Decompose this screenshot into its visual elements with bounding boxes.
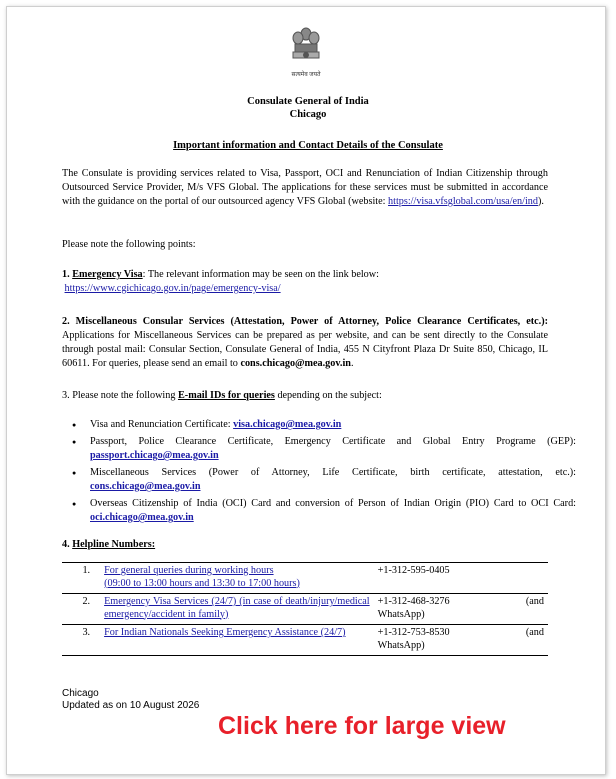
helpline-desc-link[interactable]: Emergency Visa Services (24/7) (in case of death/injury/medical emergency/accident in family): [104, 596, 370, 620]
table-row: 1. For general queries during working hours (09:00 to 13:00 hours and 13:30 to 17:00 hours) +1-312-595-0405: [62, 563, 548, 594]
oci-email-link[interactable]: oci.chicago@mea.gov.in: [90, 512, 194, 523]
list-item: ● Overseas Citizenship of India (OCI) Card and conversion of Person of Indian Origin (PIO) Card to OCI Card: oci.chicago@mea.gov.in: [90, 497, 576, 525]
points-intro: Please note the following points:: [62, 239, 196, 250]
vfs-link[interactable]: https://visa.vfsglobal.com/usa/en/ind: [388, 196, 538, 207]
footer-city: Chicago: [62, 688, 99, 699]
cons-email-link[interactable]: cons.chicago@mea.gov.in: [90, 481, 201, 492]
cons-email: cons.chicago@mea.gov.in: [240, 358, 351, 369]
passport-email-link[interactable]: passport.chicago@mea.gov.in: [90, 450, 219, 461]
point-2: 2. Miscellaneous Consular Services (Attestation, Power of Attorney, Police Clearance Certificates, etc.): Applications for Miscellaneous Services can be prepared as per website, and can be sent directly to the Consulate through postal mail: Consular Section, Consulate General of India, 455 N Cityfront Plaza Dr Suite 850, Chicago, IL 60611. For queries, please send an email to cons.chicago@mea.gov.in.: [62, 316, 548, 369]
point-3: 3. Please note the following E-mail IDs for queries depending on the subject:: [62, 390, 382, 401]
intro-paragraph: The Consulate is providing services related to Visa, Passport, OCI and Renunciation of Indian Citizenship through Outsourced Service Provider, M/s VFS Global. The applications for these services must be submitted in accordance with the guidance on the portal of our outsourced agency VFS Global (website: https://visa.vfsglobal.com/usa/en/ind).: [62, 168, 548, 207]
helpline-phone: +1-312-753-8530 WhatsApp): [374, 625, 500, 656]
consulate-city: Chicago: [289, 109, 327, 120]
helpline-phone: +1-312-468-3276 WhatsApp): [374, 594, 500, 625]
helpline-phone: +1-312-595-0405: [374, 563, 500, 594]
helpline-table: [62, 562, 548, 656]
emblem-motto: सत्यमेव जयते: [291, 72, 321, 78]
document-title: Important information and Contact Details of the Consulate: [173, 140, 443, 151]
email-list: [62, 418, 576, 528]
footer-updated: Updated as on 10 August 2026: [62, 700, 200, 711]
helpline-heading: 4. Helpline Numbers:: [62, 539, 156, 550]
list-item: ● Passport, Police Clearance Certificate, Emergency Certificate and Global Entry Programe (GEP): passport.chicago@mea.gov.in: [90, 435, 576, 463]
point-1: 1. Emergency Visa: The relevant information may be seen on the link below: https://www.cgichicago.gov.in/page/emergency-visa/: [62, 269, 379, 294]
helpline-desc-link[interactable]: For general queries during working hours: [104, 565, 274, 576]
visa-email-link[interactable]: visa.chicago@mea.gov.in: [233, 419, 342, 430]
table-row: 2. Emergency Visa Services (24/7) (in case of death/injury/medical emergency/accident in family) +1-312-468-3276 WhatsApp) (and: [62, 594, 548, 625]
emergency-visa-heading: Emergency Visa: [72, 269, 143, 280]
table-row: 3. For Indian Nationals Seeking Emergency Assistance (24/7) +1-312-753-8530 WhatsApp) (and: [62, 625, 548, 656]
emergency-visa-link[interactable]: https://www.cgichicago.gov.in/page/emergency-visa/: [64, 283, 281, 294]
list-item: ● Miscellaneous Services (Power of Attorney, Life Certificate, birth certificate, attestation, etc.): cons.chicago@mea.gov.in: [90, 466, 576, 494]
helpline-desc-link[interactable]: For Indian Nationals Seeking Emergency Assistance (24/7): [104, 627, 346, 638]
large-view-link[interactable]: Click here for large view: [218, 712, 506, 740]
list-item: ● Visa and Renunciation Certificate: visa.chicago@mea.gov.in: [90, 418, 576, 432]
consulate-name: Consulate General of India: [247, 96, 369, 107]
